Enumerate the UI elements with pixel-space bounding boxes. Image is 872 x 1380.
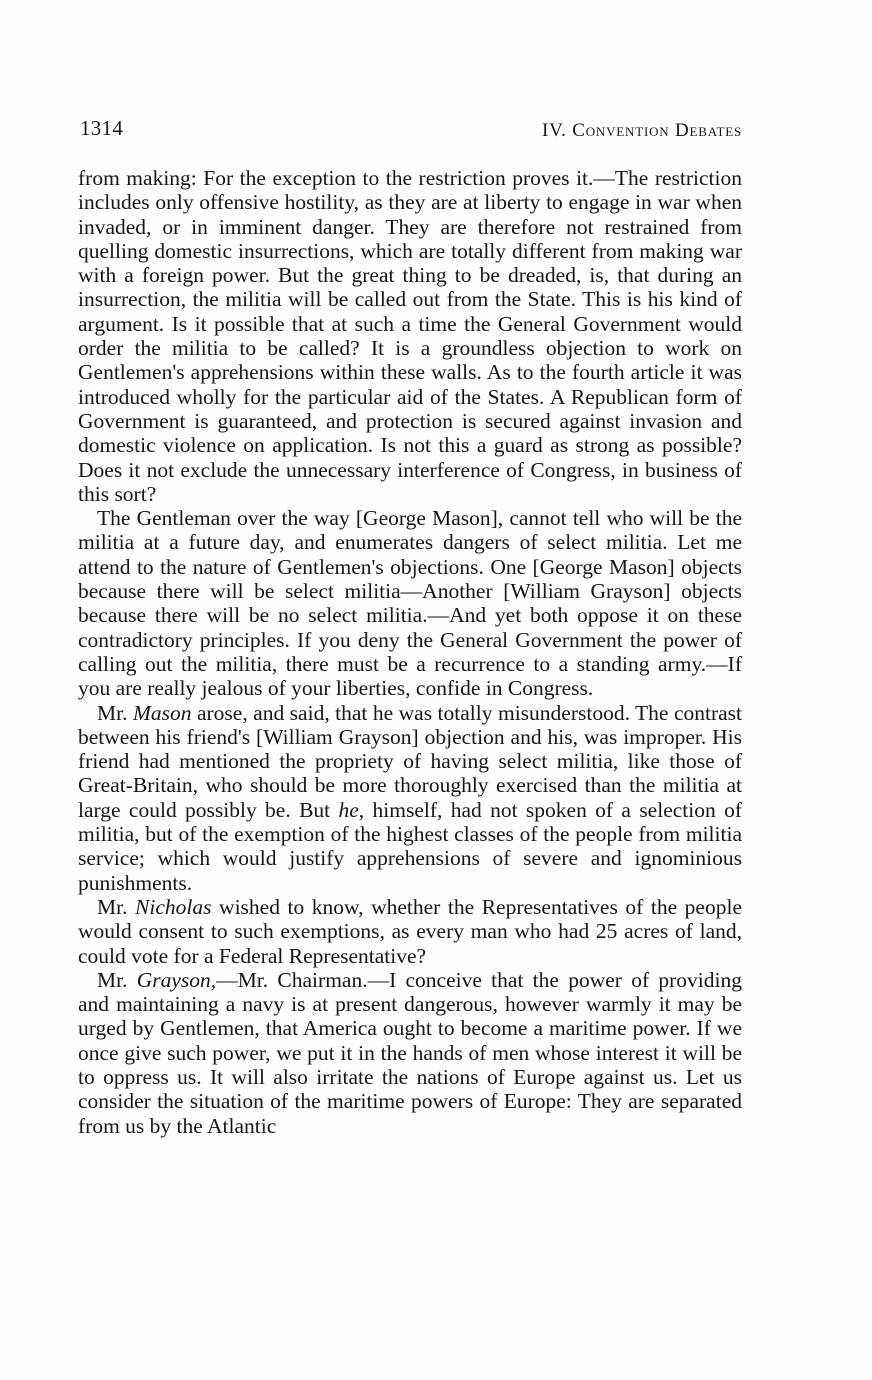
running-head xyxy=(80,116,742,146)
paragraph-gentleman-over-the-way: The Gentleman over the way [George Mason], cannot tell who will be the militia at a future day, and enumerates dangers of select militia. Let me attend to the nature of Gentlemen's objections. One [George Mason] objects because there will be select militia—Another [William Grayson] objects because there will be no select militia.—And yet both oppose it on these contradictory principles. If you deny the General Government the power of calling out the militia, there must be a recurrence to a standing army.—If you are really jealous of your liberties, confide in Congress. xyxy=(78,506,742,701)
speaker-name-grayson: Grayson, xyxy=(136,967,217,992)
paragraph-continuation: from making: For the exception to the restriction proves it.—The restriction includes only offensive hostility, as they are at liberty to engage in war when invaded, or in imminent danger. They are therefore not restrained from quelling domestic insurrections, which are totally different from making war with a foreign power. But the great thing to be dreaded, is, that during an insurrection, the militia will be called out from the State. This is his kind of argument. Is it possible that at such a time the General Government would order the militia to be called? It is a groundless objection to work on Gentlemen's apprehensions within these walls. As to the fourth article it was introduced wholly for the particular aid of the States. A Republican form of Government is guaranteed, and protection is secured against invasion and domestic violence on application. Is not this a guard as strong as possible? Does it not exclude the unnecessary interference of Congress, in business of this sort? xyxy=(78,166,742,506)
speaker-prefix: Mr. xyxy=(97,894,136,919)
paragraph-text: , himself, had not spoken of a selection of militia, but of the exemption of the highest classes of the people from militia service; which would justify apprehensions of severe and ignominious punishments. xyxy=(78,797,742,895)
speaker-name-nicholas: Nicholas xyxy=(135,894,212,919)
speaker-name-mason: Mason xyxy=(132,700,192,725)
emphasis-he: he xyxy=(338,797,359,822)
body-text xyxy=(78,166,742,1138)
paragraph-mason xyxy=(78,701,742,895)
speaker-prefix: Mr. xyxy=(97,700,133,725)
paragraph-text: wished to know, whether the Representatives of the people would consent to such exemptions, as every man who had 25 acres of land, could vote for a Federal Representative? xyxy=(78,894,742,968)
page-number: 1314 xyxy=(80,116,124,140)
paragraph-text: —Mr. Chairman.—I conceive that the power of providing and maintaining a navy is at present dangerous, however warmly it may be urged by Gentlemen, that America ought to become a maritime power. If we once give such power, we put it in the hands of men whose interest it will be to oppress us. It will also irritate the nations of Europe against us. Let us consider the situation of the maritime powers of Europe: They are separated from us by the Atlantic xyxy=(78,967,743,1138)
paragraph-grayson xyxy=(78,968,742,1138)
paragraph-text: arose, and said, that he was totally misunderstood. The contrast between his friend's [William Grayson] objection and his, was improper. His friend had mentioned the propriety of having select militia, like those of Great-Britain, who should be more thoroughly exercised than the militia at large could possibly be. But xyxy=(78,700,742,822)
paragraph-nicholas xyxy=(78,895,742,968)
speaker-prefix: Mr. xyxy=(97,967,137,992)
section-title: IV. Convention Debates xyxy=(541,120,742,141)
